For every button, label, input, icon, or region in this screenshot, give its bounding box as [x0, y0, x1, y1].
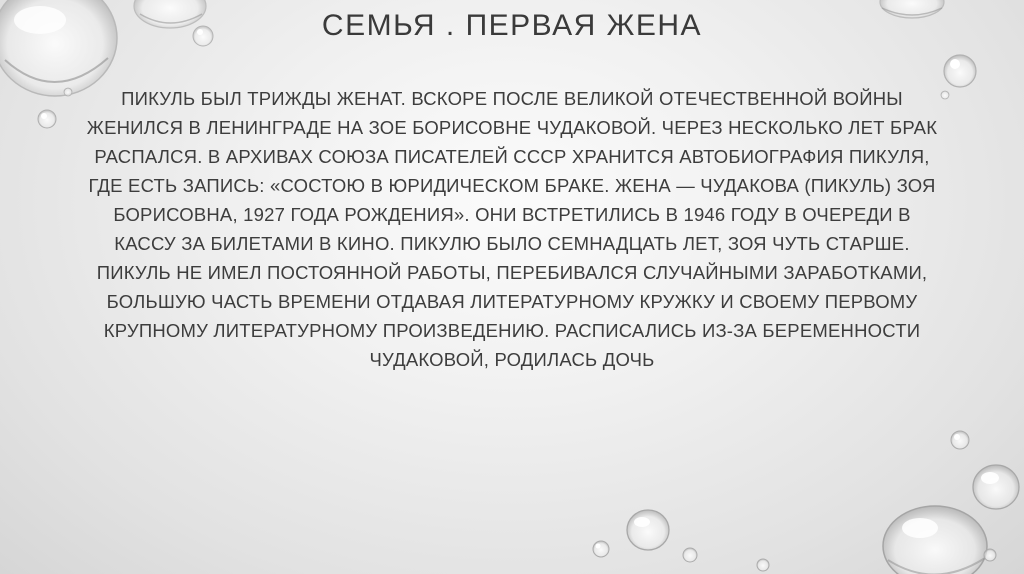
- water-drop: [883, 506, 987, 574]
- water-drop: [951, 431, 969, 449]
- water-drop: [973, 465, 1019, 509]
- slide-title: СЕМЬЯ . ПЕРВАЯ ЖЕНА: [321, 9, 703, 42]
- water-drop: [683, 548, 697, 562]
- water-drop: [627, 510, 669, 550]
- water-drop: [757, 559, 769, 571]
- water-drop: [984, 549, 996, 561]
- water-drop: [38, 110, 56, 128]
- water-drop: [941, 91, 949, 99]
- water-drop: [64, 88, 72, 96]
- slide-body-text: ПИКУЛЬ БЫЛ ТРИЖДЫ ЖЕНАТ. ВСКОРЕ ПОСЛЕ ВЕЛИКОЙ ОТЕЧЕСТВЕННОЙ ВОЙНЫ ЖЕНИЛСЯ В ЛЕНИНГРАДЕ НА ЗОЕ БОРИСОВНЕ ЧУДАКОВОЙ. ЧЕРЕЗ НЕСКОЛЬКО ЛЕТ БРАК РАСПАЛСЯ. В АРХИВАХ СОЮЗА ПИСАТЕЛЕЙ СССР ХРАНИТСЯ АВТОБИОГРАФИЯ ПИКУЛЯ, ГДЕ ЕСТЬ ЗАПИСЬ: «СОСТОЮ В ЮРИДИЧЕСКОМ БРАКЕ. ЖЕНА — ЧУДАКОВА (ПИКУЛЬ) ЗОЯ БОРИСОВНА, 1927 ГОДА РОЖДЕНИЯ». ОНИ ВСТРЕТИЛИСЬ В 1946 ГОДУ В ОЧЕРЕДИ В КАССУ ЗА БИЛЕТАМИ В КИНО. ПИКУЛЮ БЫЛО СЕМНАДЦАТЬ ЛЕТ, ЗОЯ ЧУТЬ СТАРШЕ. ПИКУЛЬ НЕ ИМЕЛ ПОСТОЯННОЙ РАБОТЫ, ПЕРЕБИВАЛСЯ СЛУЧАЙНЫМИ ЗАРАБОТКАМИ, БОЛЬШУЮ ЧАСТЬ ВРЕМЕНИ ОТДАВАЯ ЛИТЕРАТУРНОМУ КРУЖКУ И СВОЕМУ ПЕРВОМУ КРУПНОМУ ЛИТЕРАТУРНОМУ ПРОИЗВЕДЕНИЮ. РАСПИСАЛИСЬ ИЗ-ЗА БЕРЕМЕННОСТИ ЧУДАКОВОЙ, РОДИЛАСЬ ДОЧЬ: [86, 88, 938, 370]
- water-drop: [944, 55, 976, 87]
- water-drop: [593, 541, 609, 557]
